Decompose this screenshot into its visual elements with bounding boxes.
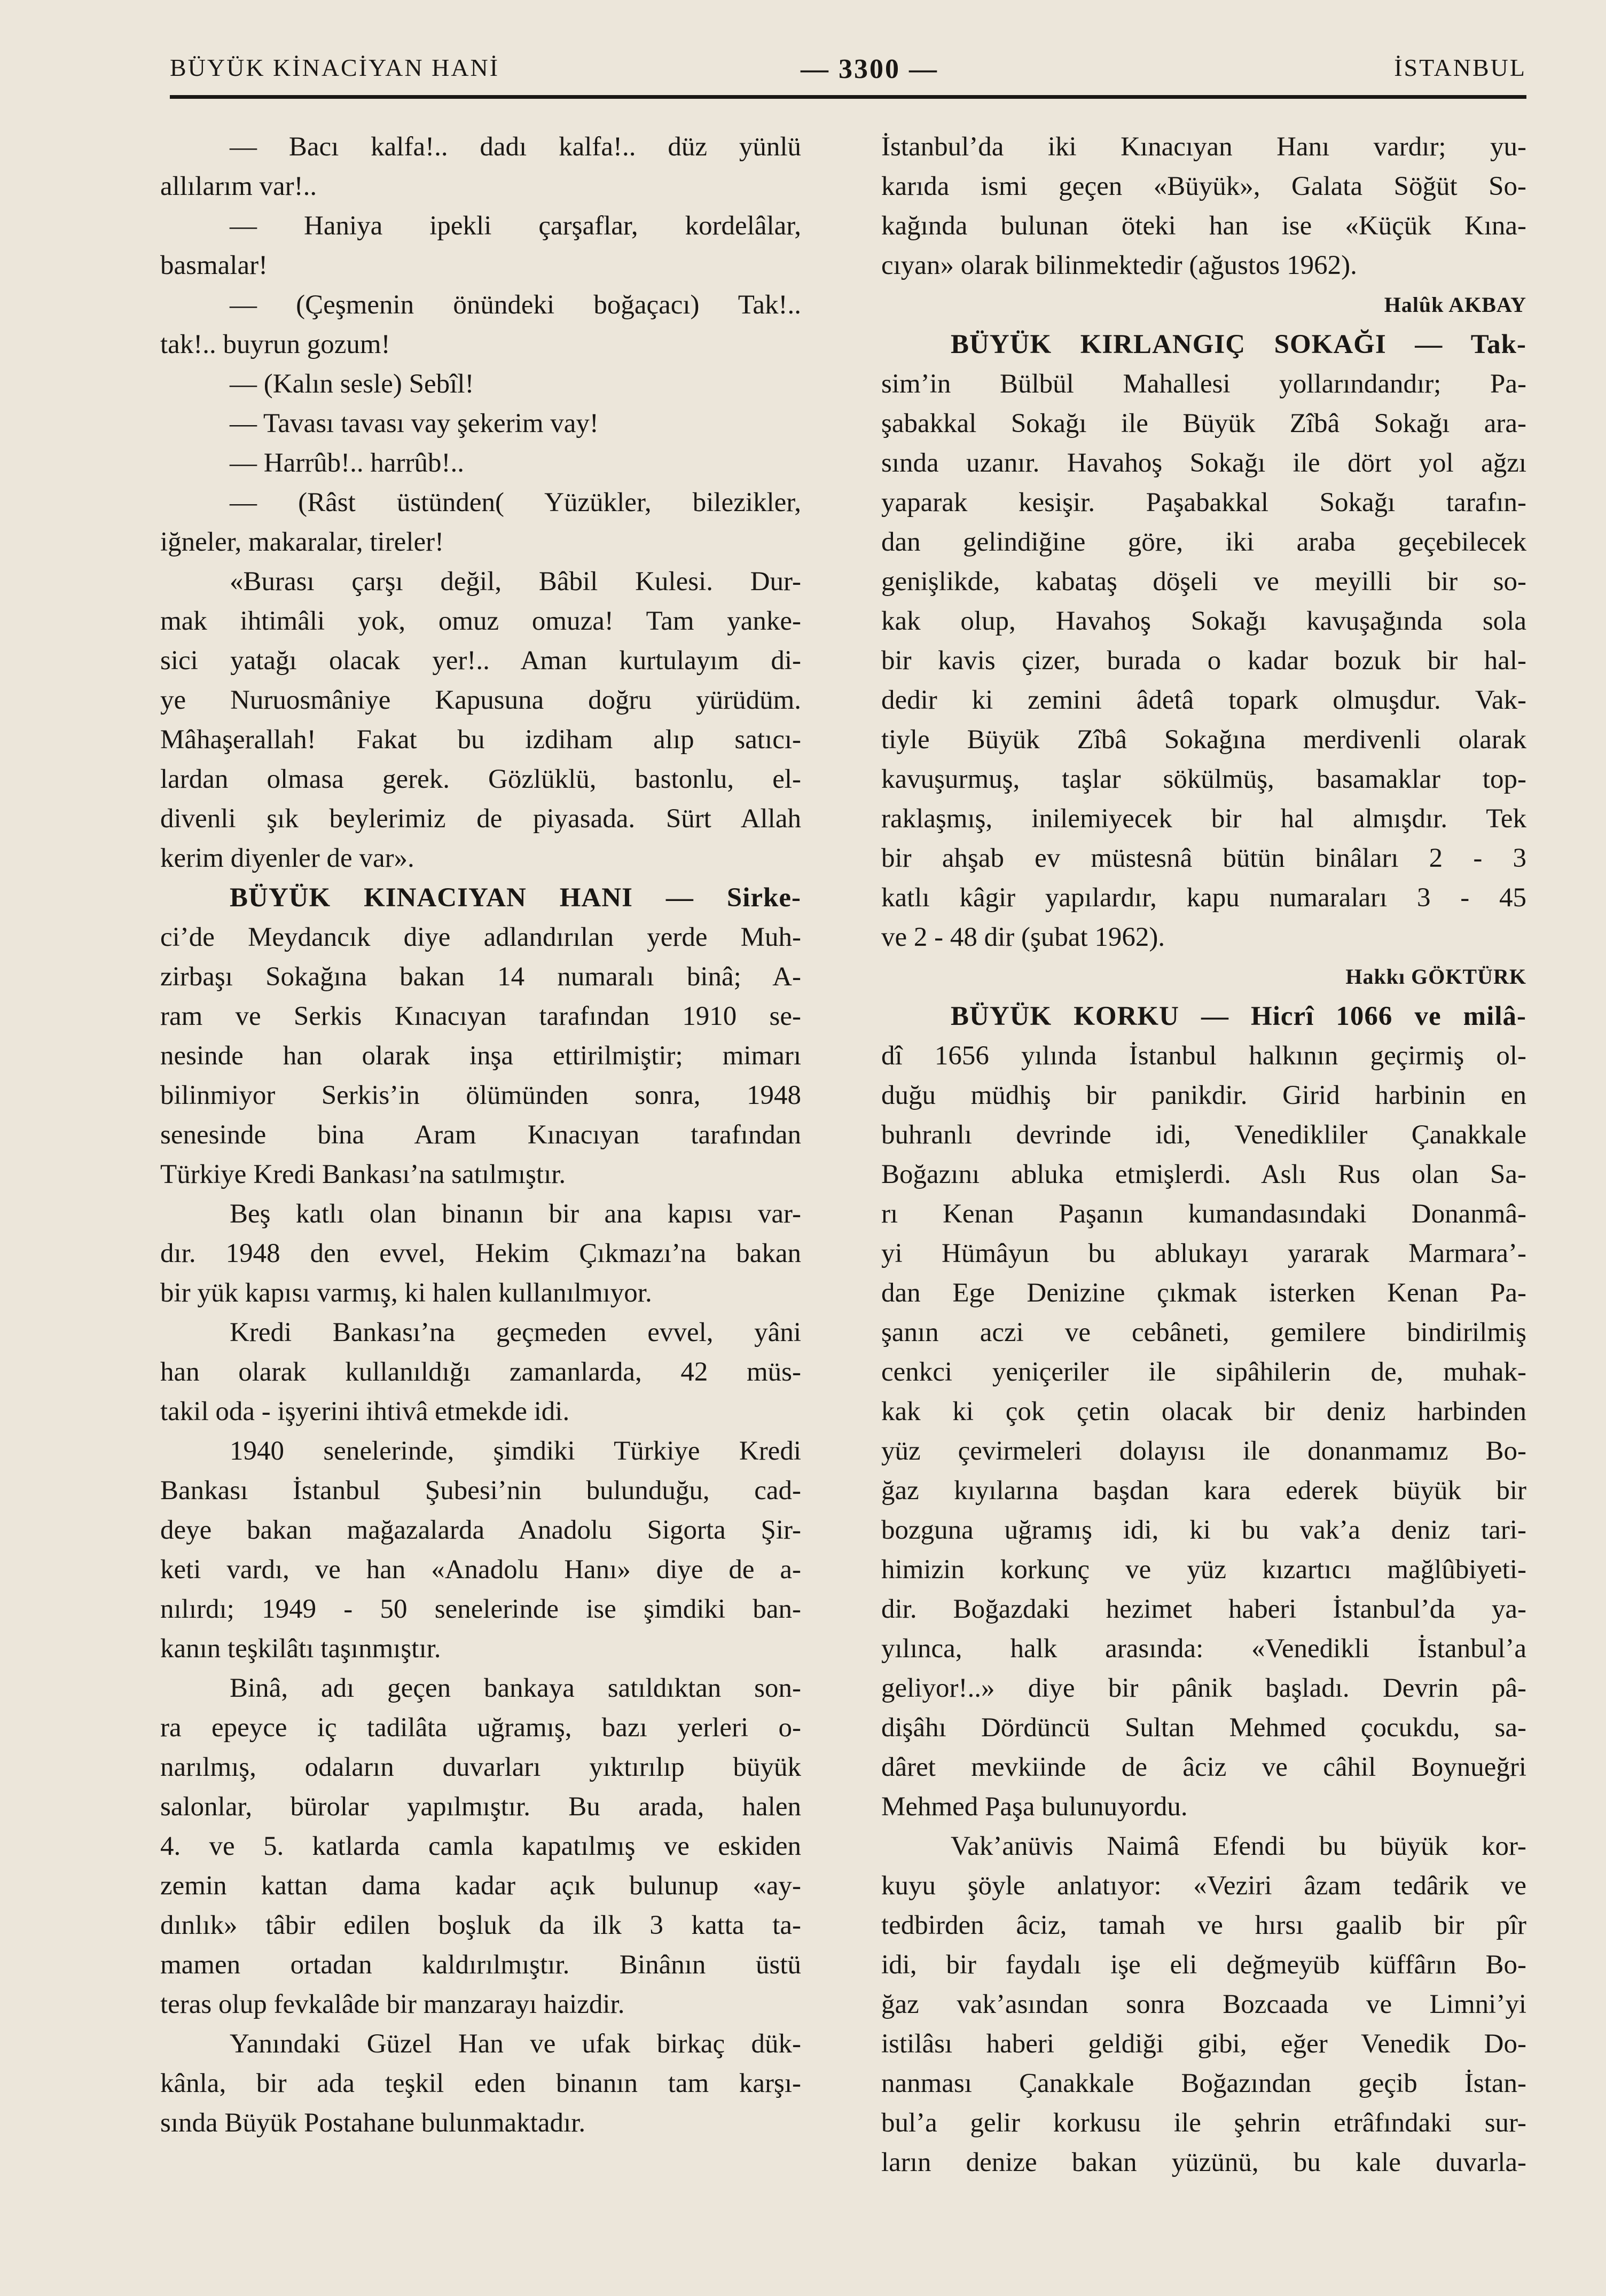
text-line: kuyu şöyle anlatıyor: «Veziri âzam tedârik ve xyxy=(881,1871,1526,1901)
text-line: iğneler, makaralar, tireler! xyxy=(160,527,444,557)
text-line: basmalar! xyxy=(160,250,268,280)
text-line: sında uzanır. Havahoş Sokağı ile dört yol ağzı xyxy=(881,448,1526,478)
text-line: kak ki çok çetin olacak bir deniz harbinden xyxy=(881,1397,1526,1427)
text-line: BÜYÜK KINACIYAN HANI — Sirke- xyxy=(230,883,801,913)
text-line: ram ve Serkis Kınacıyan tarafından 1910 se- xyxy=(160,1001,801,1031)
text-line: yılınca, halk arasında: «Venedikli İstanbul’a xyxy=(881,1634,1526,1664)
text-line: takil oda - işyerini ihtivâ etmekde idi. xyxy=(160,1397,570,1427)
text-line: kağında bulunan öteki han ise «Küçük Kına- xyxy=(881,211,1526,241)
text-line: ra epeyce iç tadilâta uğramış, bazı yerleri o- xyxy=(160,1713,801,1743)
text-line: geliyor!..» diye bir pânik başladı. Devrin pâ- xyxy=(881,1673,1526,1703)
text-line: kak olup, Havahoş Sokağı kavuşağında sola xyxy=(881,606,1526,636)
text-line: BÜYÜK KIRLANGIÇ SOKAĞI — Tak- xyxy=(951,330,1526,359)
text-line: tak!.. buyrun gozum! xyxy=(160,330,390,359)
text-line: — Harrûb!.. harrûb!.. xyxy=(230,448,465,478)
text-line: dan Ege Denizine çıkmak isterken Kenan Pa- xyxy=(881,1278,1526,1308)
right-column xyxy=(881,127,1526,2182)
text-line: 1940 senelerinde, şimdiki Türkiye Kredi xyxy=(230,1436,801,1466)
text-line: bir kavis çizer, burada o kadar bozuk bir hal- xyxy=(881,646,1526,676)
text-line: ve 2 - 48 dir (şubat 1962). xyxy=(881,922,1165,952)
text-line: ğaz kıyılarına başdan kara ederek büyük bir xyxy=(881,1476,1526,1506)
text-line: nanması Çanakkale Boğazından geçib İstan- xyxy=(881,2068,1526,2098)
header-rule xyxy=(170,95,1526,99)
text-line: dan gelindiğine göre, iki araba geçebilecek xyxy=(881,527,1526,557)
text-line: Kredi Bankası’na geçmeden evvel, yâni xyxy=(230,1318,801,1347)
text-line: BÜYÜK KORKU — Hicrî 1066 ve milâ- xyxy=(951,1001,1526,1031)
text-line: raklaşmış, inilemiyecek bir hal almışdır. Tek xyxy=(881,804,1526,834)
header-entry-title: BÜYÜK KİNACİYAN HANİ xyxy=(170,54,500,81)
text-line: mamen ortadan kaldırılmıştır. Binânın üstü xyxy=(160,1950,801,1980)
text-line: 4. ve 5. katlarda camla kapatılmış ve eskiden xyxy=(160,1831,801,1861)
text-line: katlı kâgir yapılardır, kapu numaraları 3 - 45 xyxy=(881,883,1526,913)
text-line: yüz çevirmeleri dolayısı ile donanmamız Bo- xyxy=(881,1436,1526,1466)
text-line: keti vardı, ve han «Anadolu Hanı» diye de a- xyxy=(160,1555,801,1585)
text-line: yaparak kesişir. Paşabakkal Sokağı tarafın- xyxy=(881,488,1526,518)
author-signature: Halûk AKBAY xyxy=(1384,293,1526,317)
text-line: Bankası İstanbul Şubesi’nin bulunduğu, cad- xyxy=(160,1476,801,1506)
text-line: şanın aczi ve cebâneti, gemilere bindirilmiş xyxy=(881,1318,1526,1347)
text-line: yi Hümâyun bu ablukayı yararak Marmara’- xyxy=(881,1239,1526,1268)
text-line: duğu müdhiş bir panikdir. Girid harbinin en xyxy=(881,1080,1526,1110)
text-line: «Burası çarşı değil, Bâbil Kulesi. Dur- xyxy=(230,567,801,597)
text-line: bir yük kapısı varmış, ki halen kullanılmıyor. xyxy=(160,1278,652,1308)
text-line: — Bacı kalfa!.. dadı kalfa!.. düz yünlü xyxy=(230,132,801,162)
text-line: cıyan» olarak bilinmektedir (ağustos 1962). xyxy=(881,250,1357,280)
text-line: rı Kenan Paşanın kumandasındaki Donanmâ- xyxy=(881,1199,1526,1229)
text-line: Yanındaki Güzel Han ve ufak birkaç dük- xyxy=(230,2029,801,2059)
text-line: dişâhı Dördüncü Sultan Mehmed çocukdu, sa- xyxy=(881,1713,1526,1743)
text-line: ci’de Meydancık diye adlandırılan yerde Muh- xyxy=(160,922,801,952)
text-line: sim’in Bülbül Mahallesi yollarındandır; Pa- xyxy=(881,369,1526,399)
text-line: Boğazını abluka etmişlerdi. Aslı Rus olan Sa- xyxy=(881,1159,1526,1189)
text-line: allılarım var!.. xyxy=(160,171,317,201)
text-line: divenli şık beylerimiz de piyasada. Sürt Allah xyxy=(160,804,801,834)
text-line: — Haniya ipekli çarşaflar, kordelâlar, xyxy=(230,211,801,241)
text-line: genişlikde, kabataş döşeli ve meyilli bir so- xyxy=(881,567,1526,597)
text-line: deye bakan mağazalarda Anadolu Sigorta Şir- xyxy=(160,1515,801,1545)
text-line: han olarak kullanıldığı zamanlarda, 42 müs- xyxy=(160,1357,801,1387)
text-line: kânla, bir ada teşkil eden binanın tam karşı- xyxy=(160,2068,801,2098)
text-line: dınlık» tâbir edilen boşluk da ilk 3 katta ta- xyxy=(160,1910,801,1940)
text-line: — (Râst üstünden( Yüzükler, bilezikler, xyxy=(230,488,801,518)
text-line: bul’a gelir korkusu ile şehrin etrâfındaki sur- xyxy=(881,2108,1526,2138)
text-line: ye Nuruosmâniye Kapusuna doğru yürüdüm. xyxy=(160,685,801,715)
text-line: buhranlı devrinde idi, Venedikliler Çanakkale xyxy=(881,1120,1526,1150)
text-line: narılmış, odaların duvarları yıktırılıp büyük xyxy=(160,1752,801,1782)
text-line: İstanbul’da iki Kınacıyan Hanı vardır; yu- xyxy=(881,132,1526,162)
text-line: cenkci yeniçeriler ile sipâhilerin de, muhak- xyxy=(881,1357,1526,1387)
text-line: senesinde bina Aram Kınacıyan tarafından xyxy=(160,1120,801,1150)
text-line: şabakkal Sokağı ile Büyük Zîbâ Sokağı ara- xyxy=(881,409,1526,438)
text-line: nılırdı; 1949 - 50 senelerinde ise şimdiki ban- xyxy=(160,1594,801,1624)
text-line: bilinmiyor Serkis’in ölümünden sonra, 1948 xyxy=(160,1080,801,1110)
text-line: teras olup fevkalâde bir manzarayı haizdir. xyxy=(160,1989,625,2019)
text-line: himizin korkunç ve yüz kızartıcı mağlûbiyeti- xyxy=(881,1555,1526,1585)
running-header xyxy=(170,53,1526,96)
text-line: Binâ, adı geçen bankaya satıldıktan son- xyxy=(230,1673,801,1703)
text-line: ğaz vak’asından sonra Bozcaada ve Limni’yi xyxy=(881,1989,1526,2019)
author-signature: Hakkı GÖKTÜRK xyxy=(1345,965,1526,989)
text-line: dâret mevkiinde de âciz ve câhil Boynueğri xyxy=(881,1752,1526,1782)
text-line: tedbirden âciz, tamah ve hırsı gaalib bir pîr xyxy=(881,1910,1526,1940)
text-line: mak ihtimâli yok, omuz omuza! Tam yanke- xyxy=(160,606,801,636)
text-line: idi, bir faydalı işe eli değmeyüb küffârın Bo- xyxy=(881,1950,1526,1980)
header-section: İSTANBUL xyxy=(1394,54,1526,81)
text-line: tiyle Büyük Zîbâ Sokağına merdivenli olarak xyxy=(881,725,1526,755)
text-line: — Tavası tavası vay şekerim vay! xyxy=(230,409,599,438)
text-line: zirbaşı Sokağına bakan 14 numaralı binâ; A- xyxy=(160,962,801,992)
text-line: sında Büyük Postahane bulunmaktadır. xyxy=(160,2108,586,2138)
text-line: dî 1656 yılında İstanbul halkının geçirmiş ol- xyxy=(881,1041,1526,1071)
text-line: bir ahşab ev müstesnâ bütün binâları 2 - 3 xyxy=(881,843,1526,873)
text-line: karıda ismi geçen «Büyük», Galata Söğüt So- xyxy=(881,171,1526,201)
text-line: sici yatağı olacak yer!.. Aman kurtulayım di- xyxy=(160,646,801,676)
text-line: Vak’anüvis Naimâ Efendi bu büyük kor- xyxy=(951,1831,1526,1861)
text-line: Beş katlı olan binanın bir ana kapısı var- xyxy=(230,1199,801,1229)
text-line: — (Kalın sesle) Sebîl! xyxy=(230,369,474,399)
text-line: kanın teşkilâtı taşınmıştır. xyxy=(160,1634,441,1664)
text-line: istilâsı haberi geldiği gibi, eğer Venedik Do- xyxy=(881,2029,1526,2059)
text-line: kerim diyenler de var». xyxy=(160,843,414,873)
text-line: dir. Boğazdaki hezimet haberi İstanbul’da ya- xyxy=(881,1594,1526,1624)
text-line: — (Çeşmenin önündeki boğaçacı) Tak!.. xyxy=(230,290,801,320)
left-column xyxy=(160,127,801,2143)
text-line: Türkiye Kredi Bankası’na satılmıştır. xyxy=(160,1159,566,1189)
text-line: lardan olmasa gerek. Gözlüklü, bastonlu, el- xyxy=(160,764,801,794)
text-line: salonlar, bürolar yapılmıştır. Bu arada, halen xyxy=(160,1792,801,1822)
text-line: bozguna uğramış idi, ki bu vak’a deniz tari- xyxy=(881,1515,1526,1545)
text-line: dır. 1948 den evvel, Hekim Çıkmazı’na bakan xyxy=(160,1239,801,1268)
text-line: ların denize bakan yüzünü, bu kale duvarla- xyxy=(881,2148,1526,2177)
text-line: Mâhaşerallah! Fakat bu izdiham alıp satıcı- xyxy=(160,725,801,755)
page-number: — 3300 — xyxy=(801,54,938,84)
text-line: dedir ki zemini âdetâ topark olmuşdur. Vak- xyxy=(881,685,1526,715)
text-line: Mehmed Paşa bulunuyordu. xyxy=(881,1792,1188,1822)
text-line: kavuşurmuş, taşlar sökülmüş, basamaklar top- xyxy=(881,764,1526,794)
text-line: nesinde han olarak inşa ettirilmiştir; mimarı xyxy=(160,1041,801,1071)
text-line: zemin kattan dama kadar açık bulunup «ay- xyxy=(160,1871,801,1901)
